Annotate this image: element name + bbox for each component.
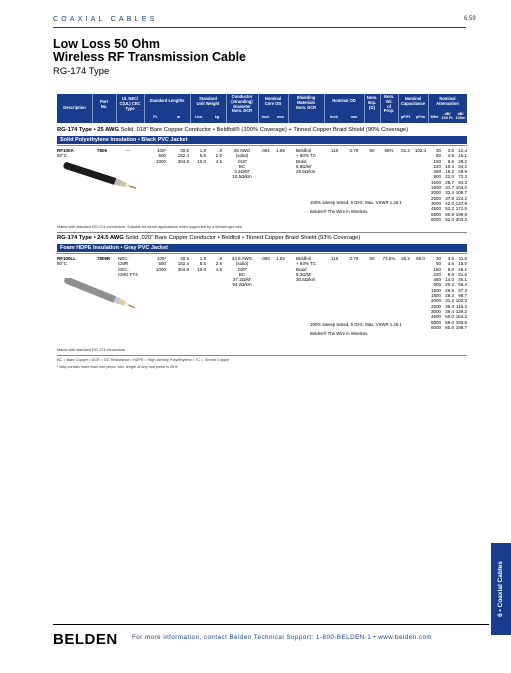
th-pfm: pF/m [415,115,426,119]
s1-note-sweep: 100% Sweep tested, 6 GHz. Max. VSWR 1.25:1 [310,200,402,205]
s2-conductor: 24.5 AWG (solid) .020" BC 27.3Ω/M' 94.2Ω/km [231,256,253,288]
s2-core-mm: 1.52 [276,256,285,261]
s1-imp: 50 [369,148,375,153]
table-header [57,94,467,123]
th-db100m: dB/ 100m [455,112,466,120]
th-core-mm: mm [277,115,284,119]
th-lbs: Lbs. [195,115,203,119]
page-subtitle: RG-174 Type [53,66,110,77]
s2-imp: 50 [369,256,375,261]
page-title-line1: Low Loss 50 Ohm [53,37,160,51]
section2-type-line: RG-174 Type • 24.5 AWG Solid .020" Bare Copper Conductor • Beldfoil • Tinned Copper Braid Shield (93% Coverage) [57,235,361,241]
th-od-mm: mm [350,115,358,119]
section1-band: Solid Polyethylene Insulation • Black PVC Jacket [57,136,467,144]
th-core-od: Nominal Core OD [264,96,282,106]
s1-temp: 80°C [57,153,68,158]
s2-ft: 100¹ 500 1000 [155,256,166,272]
s2-od-mm: 2.79 [349,256,359,261]
page-title-line2: Wireless RF Transmission Cable [53,50,247,64]
th-capacitance: Nominal Capacitance [400,96,426,106]
s1-ul: — [125,148,131,153]
s1-od-inch: .110 [329,148,339,153]
s1-lbs: 1.8 5.5 10.0 [197,148,206,164]
s1-note-brand: Belden® The Wire in Wireless. [310,209,369,214]
s2-note-sweep: 100% Sweep tested, 6 GHz. Max. VSWR 1.25:1 [310,322,402,327]
s1-footnote: Mates with standard RG-174 connectors. Suitable for Aerial applications when supported by a Messenger wire. [57,225,244,229]
s2-footnote: Mates with standard RG-174 connectors. [57,348,127,352]
s2-od-inch: .110 [329,256,339,261]
th-description: Description [63,105,86,110]
section-header: COAXIAL CABLES [53,16,158,23]
s2-kg: .8 2.5 4.5 [215,256,222,272]
s1-db100ft: 3.8 4.9 8.6 10.4 15.2 22.0 28.7 31.7 33.4 37.8 42.0 52.3 60.9 62.0 [445,148,454,222]
th-pfft: pF/Ft [400,115,411,119]
s1-part: RF100A [57,148,74,153]
s2-vel: 73.5% [382,256,396,261]
th-attenuation: Nominal Attenuation [436,96,459,106]
cable-image-gray [60,278,140,308]
th-db100ft: dB/ 100 Ft. [441,112,454,120]
th-core-inch: Inch [261,115,270,119]
footer-rule [53,624,489,625]
section1-type-line: RG-174 Type • 25 AWG Solid .018" Bare Copper Conductor • Beldfoil® (100% Coverage) + Tinned Copper Braid Shield (90% Coverage) [57,127,409,133]
s1-cap-pfft: 31.2 [401,148,410,153]
th-velocity: Nom. Vel. of Prop. [383,94,395,114]
s2-note-brand: Belden® The Wire in Wireless. [310,331,369,336]
s2-lbs: 1.8 5.5 10.0 [197,256,206,272]
th-nominal-od: Nominal OD [332,98,356,103]
cable-image-black [60,162,140,190]
page-number: 6.59 [464,16,476,22]
header-rule [53,27,466,28]
s2-temp: 80°C [57,261,68,266]
s1-conductor: 25 AWG (solid) .018" BC 3.2Ω/M' 10.5Ω/km [232,148,252,180]
th-m: m [176,115,181,119]
s1-db100m: 12.4 16.1 28.2 34.2 49.9 72.3 94.3 104.0 109.7 124.2 137.8 171.5 199.8 203.3 [455,148,467,222]
s2-db100m: 11.5 15.0 26.1 31.6 46.1 66.4 87.3 96.7 102.3 116.3 129.2 164.2 193.6 198.7 [455,256,467,330]
th-conductor: Conductor (stranding) Diameter Nom. DCR [231,94,253,114]
s2-cap-pfft: 26.2 [401,256,410,261]
s1-ft: 100¹ 500 1000 [155,148,166,164]
th-unit-weight: Standard Unit Weight [196,96,220,106]
belden-logo: BELDEN [53,631,118,648]
s1-cap-pfm: 102.4 [414,148,427,153]
s1-od-mm: 2.79 [349,148,359,153]
s2-m: 30.5 152.4 304.8 [177,256,189,272]
th-kg: kg [214,115,220,119]
s2-core-inch: .060 [261,256,270,261]
section2-band: Foam HDPE Insulation • Gray PVC Jacket [57,244,467,252]
th-od-inch: Inch [330,115,338,119]
th-ft: Ft. [153,115,158,119]
s1-vel: 66% [384,148,394,153]
s2-ul: NEC: CMR CEC: CMG FT4 [118,256,138,277]
s2-db100ft: 3.5 4.6 8.0 9.6 14.0 20.2 26.5 29.3 31.2 35.4 39.4 50.0 59.0 60.6 [445,256,454,330]
s2-shield: Beldfoil + 93% TC Braid 9.3Ω/M' 30.5Ω/km [296,256,317,283]
length-footnote: ¹ May contain more than one piece. Min. length of any one piece is 25 ft. [57,365,179,369]
th-shielding: Shielding Materials Nom. DCR [295,95,317,110]
abbreviation-legend: BC = Bare Copper • DCR = DC Resistance • HDPE = High-density Polyethylene • TC = Tinned Copper [57,358,230,362]
footer-contact: For more information, contact Belden Technical Support: 1-800-BELDEN-1 • www.belden.com [132,634,433,641]
th-part-no: Part No. [100,99,108,109]
s2-cap-pfm: 86.0 [416,256,425,261]
s1-shield: Beldfoil + 90% TC Braid 8.9Ω/M' 29.5Ω/km [296,148,317,175]
section-side-tab: 6 • Coaxial Cables [491,543,511,635]
s1-mhz: 30 50 150 220 450 900 1500 1800 2000 2500 3000 4500 5800 6000 [430,148,441,222]
s1-m: 30.5 152.4 304.8 [177,148,189,164]
s1-part-no: 7805 [97,148,108,153]
s2-mhz: 30 50 150 220 450 900 1500 1800 2000 2500 3000 4500 5800 6000 [430,256,441,330]
s2-part: RF100LL [57,256,77,261]
s1-core-inch: .061 [261,148,270,153]
s1-kg: .8 2.5 4.5 [215,148,222,164]
th-mhz: MHz [430,115,439,119]
s1-core-mm: 1.55 [276,148,285,153]
th-ul-type: UL NEC/ C(UL) CEC Type [119,96,141,111]
th-impedance: Nom. Imp. (Ω) [366,95,378,110]
s2-part-no: 7805R [97,256,111,261]
th-standard-lengths: Standard Lengths [149,98,185,103]
